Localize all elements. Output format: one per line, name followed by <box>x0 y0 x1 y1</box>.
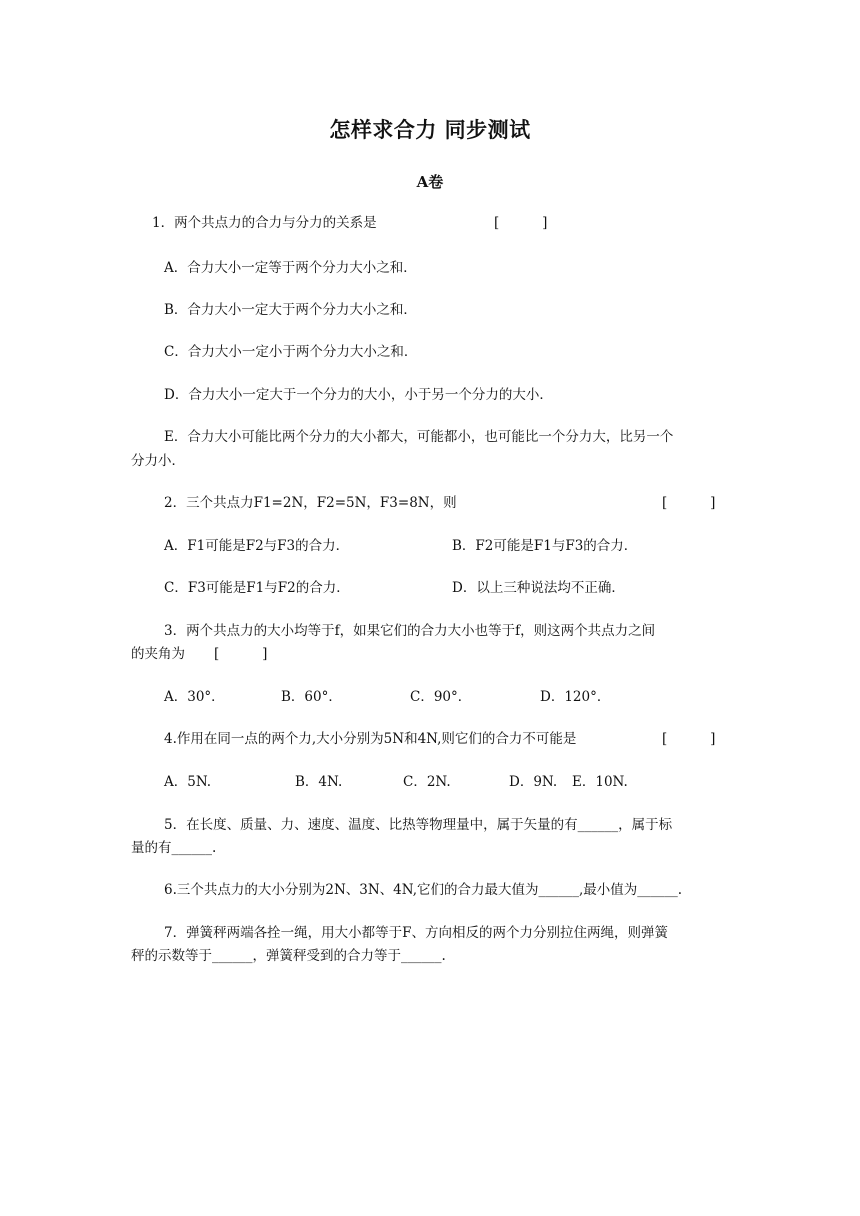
question-4-answer-bracket: [ ] <box>662 731 716 747</box>
question-1-option-e-line1: E．合力大小可能比两个分力的大小都大，可能都小，也可能比一个分力大，比另一个 <box>164 429 674 445</box>
question-1-option-d: D．合力大小一定大于一个分力的大小，小于另一个分力的大小． <box>164 387 553 403</box>
question-2-option-d: D．以上三种说法均不正确． <box>452 580 625 596</box>
question-1-option-a: A．合力大小一定等于两个分力大小之和． <box>164 260 417 276</box>
question-1-stem: 1．两个共点力的合力与分力的关系是 <box>152 215 377 231</box>
page-title: 怎样求合力 同步测试 <box>329 118 531 142</box>
question-4-option-d: D．9N. <box>509 774 558 790</box>
question-2-stem: 2．三个共点力F1=2N，F2=5N，F3=8N，则 <box>164 495 457 511</box>
question-2-option-a: A．F1可能是F2与F3的合力． <box>164 538 350 554</box>
question-3-option-b: B．60°． <box>281 689 342 705</box>
question-3-option-d: D．120°． <box>540 689 611 705</box>
question-2-option-c: C．F3可能是F1与F2的合力． <box>164 580 350 596</box>
question-2-answer-bracket: [ ] <box>662 495 716 511</box>
question-1-option-c: C．合力大小一定小于两个分力大小之和． <box>164 344 418 360</box>
question-4-option-e: E．10N. <box>572 774 628 790</box>
question-4-option-c: C．2N. <box>403 774 451 790</box>
question-3-answer-bracket: [ ] <box>214 646 268 662</box>
question-1-answer-bracket: [ ] <box>494 215 548 231</box>
question-4-stem: 4.作用在同一点的两个力,大小分别为5N和4N,则它们的合力不可能是 <box>164 731 577 747</box>
question-7-line-2: 秤的示数等于______，弹簧秤受到的合力等于______. <box>131 948 446 964</box>
question-1-option-e-line2: 分力小． <box>131 453 185 469</box>
question-3-line-2: 的夹角为 <box>131 646 185 662</box>
question-1-option-b: B．合力大小一定大于两个分力大小之和． <box>164 302 417 318</box>
question-3-line-1: 3．两个共点力的大小均等于f，如果它们的合力大小也等于f，则这两个共点力之间 <box>164 623 656 639</box>
question-5-line-1: 5．在长度、质量、力、速度、温度、比热等物理量中，属于矢量的有______，属于标 <box>164 817 673 833</box>
question-4-option-a: A．5N. <box>164 774 212 790</box>
question-3-option-a: A．30°． <box>164 689 225 705</box>
question-5-line-2: 量的有______. <box>131 840 217 856</box>
question-3-option-c: C．90°． <box>410 689 472 705</box>
question-6-line-1: 6.三个共点力的大小分别为2N、3N、4N,它们的合力最大值为______,最小值为______. <box>164 882 683 898</box>
question-7-line-1: 7．弹簧秤两端各拴一绳，用大小都等于F、方向相反的两个力分别拉住两绳，则弹簧 <box>164 925 668 941</box>
question-2-option-b: B．F2可能是F1与F3的合力． <box>452 538 638 554</box>
section-heading: A卷 <box>416 173 444 191</box>
question-4-option-b: B．4N. <box>295 774 343 790</box>
